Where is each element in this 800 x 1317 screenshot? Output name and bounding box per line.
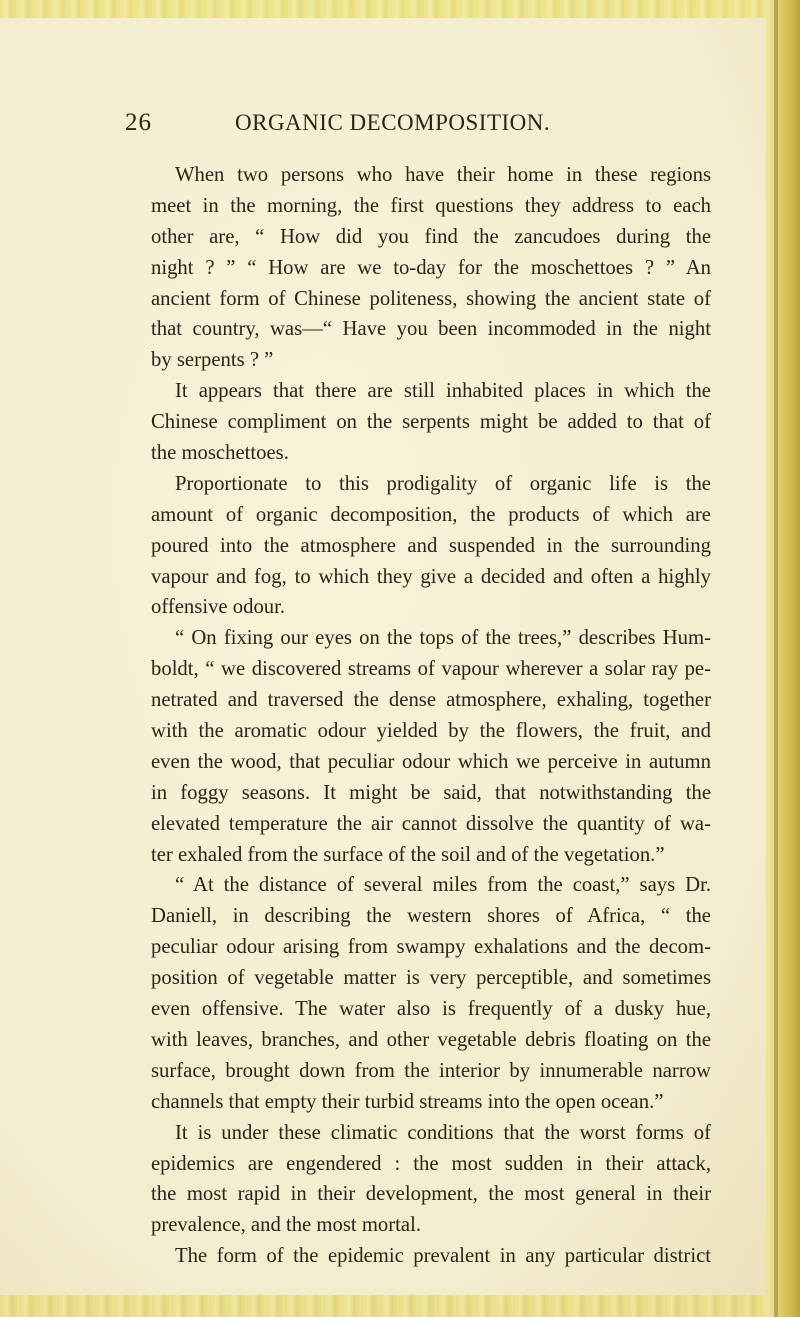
text-line: “ On fixing our eyes on the tops of the trees,” describes Hum- [175, 627, 711, 650]
page-number: 26 [125, 109, 152, 136]
text-line: by serpents ? ” [151, 349, 274, 372]
text-line: poured into the atmosphere and suspended in the surrounding [151, 534, 711, 557]
text-line: night ? ” “ How are we to-day for the moschettoes ? ” An [151, 256, 711, 279]
text-line: netrated and traversed the dense atmosphere, exhaling, together [151, 689, 711, 712]
text-line: Proportionate to this prodigality of organic life is the [175, 472, 711, 495]
text-line: When two persons who have their home in these regions [175, 164, 711, 186]
text-line: It appears that there are still inhabited places in which the [175, 380, 711, 403]
text-line: even offensive. The water also is frequently of a dusky hue, [151, 998, 711, 1021]
running-head: ORGANIC DECOMPOSITION. [235, 110, 551, 135]
text-line: boldt, “ we discovered streams of vapour wherever a solar ray pe- [151, 658, 711, 681]
text-line: other are, “ How did you find the zancudoes during the [151, 225, 711, 248]
text-line: prevalence, and the most mortal. [151, 1214, 421, 1237]
text-line: in foggy seasons. It might be said, that notwithstanding the [151, 781, 711, 804]
text-line: with the aromatic odour yielded by the flowers, the fruit, and [151, 720, 711, 743]
text-line: surface, brought down from the interior by innumerable narrow [151, 1059, 711, 1082]
page-bottom-edge [0, 1295, 770, 1317]
text-line: vapour and fog, to which they give a decided and often a highly [151, 565, 711, 588]
text-line: amount of organic decomposition, the products of which are [151, 503, 711, 526]
text-line: the moschettoes. [151, 442, 289, 465]
text-line: The form of the epidemic prevalent in any particular district [175, 1245, 711, 1268]
text-line: the most rapid in their development, the most general in their [151, 1183, 711, 1206]
text-line: peculiar odour arising from swampy exhalations and the decom- [151, 936, 711, 959]
text-line: offensive odour. [151, 596, 286, 619]
book-spine [766, 0, 800, 1317]
text-line: meet in the morning, the first questions they address to each [151, 194, 711, 217]
text-line: Chinese compliment on the serpents might be added to that of [151, 411, 711, 434]
text-line: It is under these climatic conditions that the worst forms of [175, 1121, 711, 1144]
text-line: epidemics are engendered : the most sudden in their attack, [151, 1152, 711, 1175]
text-line: Daniell, in describing the western shores of Africa, “ the [151, 905, 711, 928]
body-text [151, 160, 711, 1272]
text-line: with leaves, branches, and other vegetable debris floating on the [151, 1028, 711, 1051]
text-line: position of vegetable matter is very perceptible, and sometimes [151, 967, 711, 990]
text-line: elevated temperature the air cannot dissolve the quantity of wa- [151, 812, 711, 835]
text-line: ter exhaled from the surface of the soil and of the vegetation.” [151, 843, 665, 866]
text-line: that country, was—“ Have you been incommoded in the night [151, 318, 711, 341]
page-header [125, 106, 729, 140]
page-top-edge [0, 0, 770, 18]
text-line: channels that empty their turbid streams into the open ocean.” [151, 1090, 664, 1113]
spine-shadow [774, 0, 778, 1317]
text-line: ancient form of Chinese politeness, showing the ancient state of [151, 287, 711, 310]
text-line: even the wood, that peculiar odour which we perceive in autumn [151, 750, 711, 773]
text-line: “ At the distance of several miles from the coast,” says Dr. [175, 874, 711, 897]
